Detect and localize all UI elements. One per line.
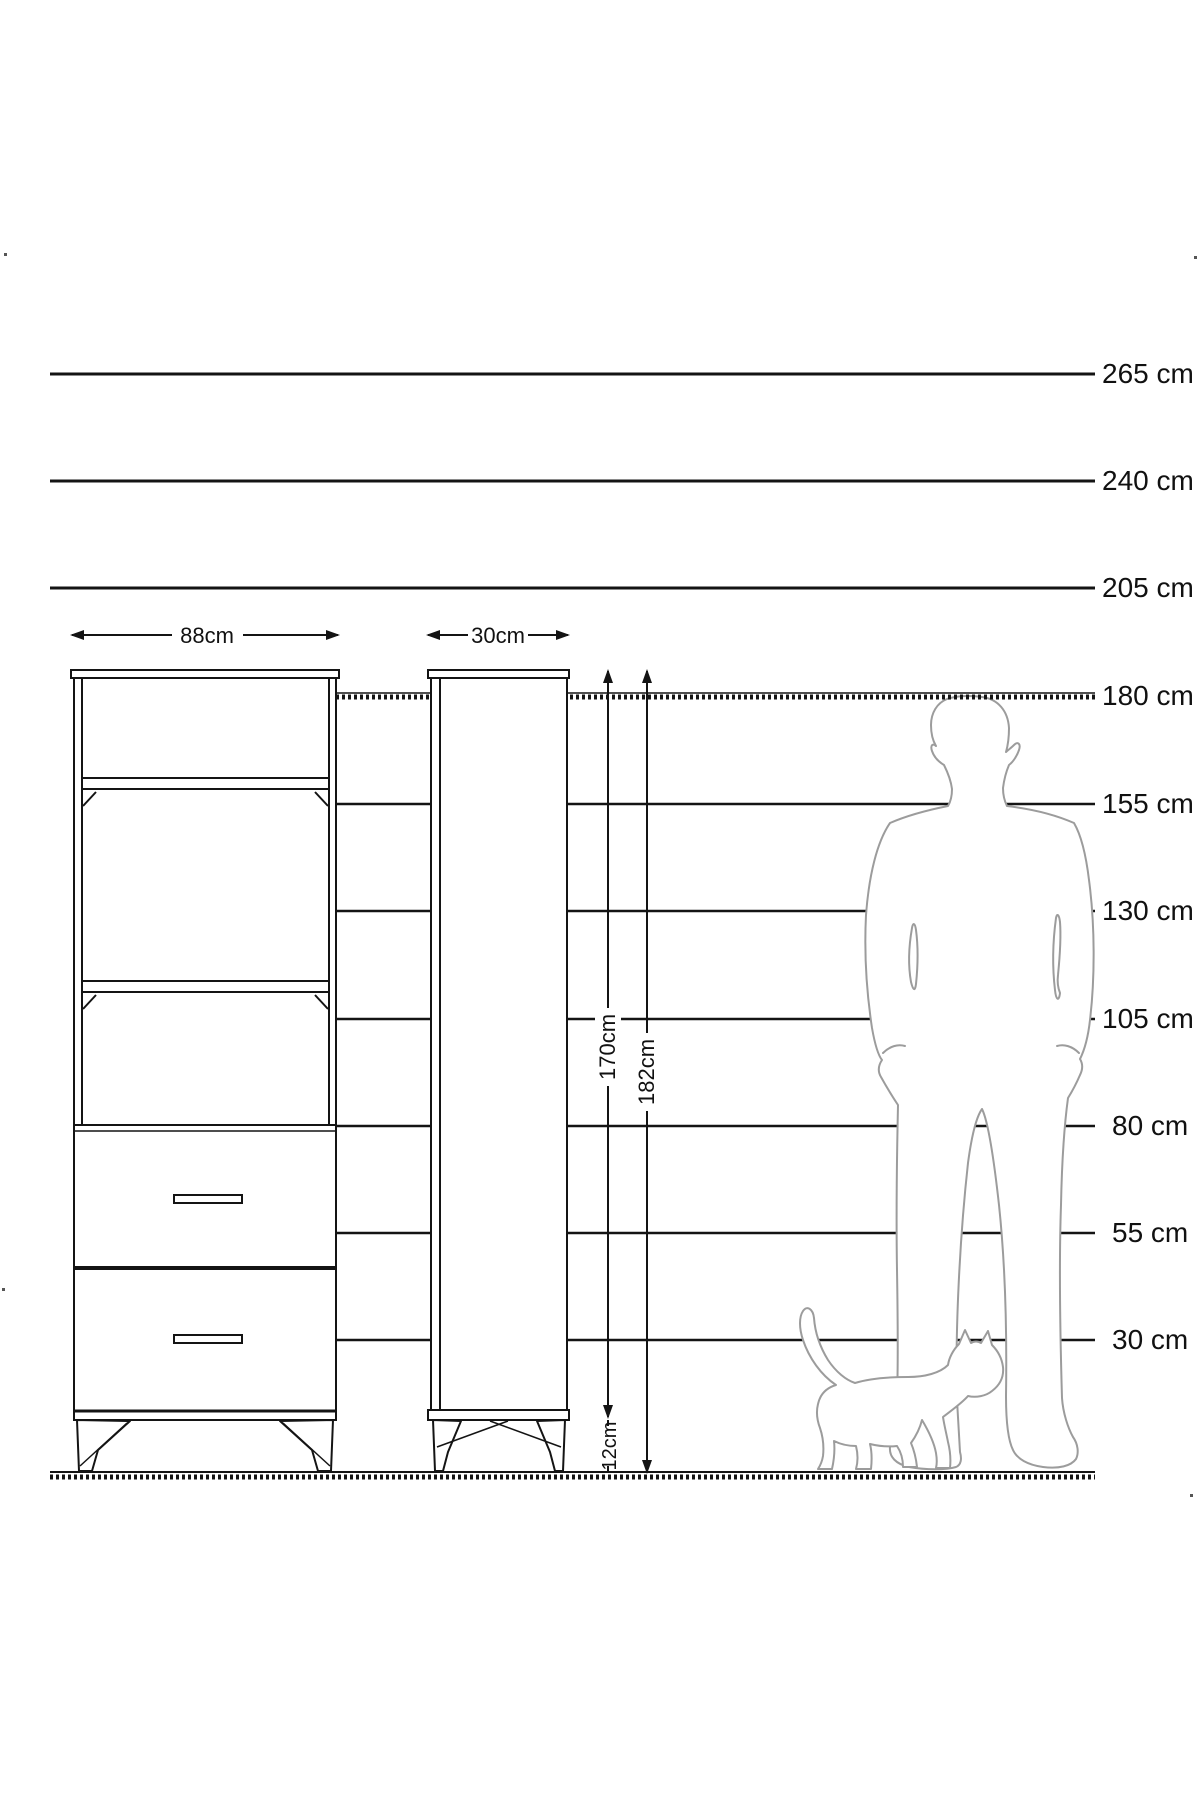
height-label-130: 130 cm [1102,895,1194,926]
corner-mark-bottom-left [2,1288,5,1291]
arrow-right-88 [326,630,340,640]
dimension-width-side [426,623,570,648]
side-carcass [431,678,567,1420]
height-label-55: 55 cm [1112,1217,1189,1248]
height-label-180: 180 cm [1102,680,1194,711]
corner-mark-top-right [1194,256,1197,259]
bookcase-front-view [71,670,339,1471]
height-label-30: 30 cm [1112,1324,1189,1355]
dimension-leg-12 [597,1422,621,1471]
bookcase-side-view [428,670,569,1471]
carcass-height-label: 170cm [595,1013,620,1081]
front-width-label: 88cm [180,623,234,648]
side-leg-left [433,1420,461,1471]
dimension-height-170 [595,1008,621,1086]
height-scale-labels [1102,358,1194,1355]
corner-mark-bottom-right [1190,1494,1193,1497]
arrow-left-30 [426,630,440,640]
arrow-up-170 [603,669,613,683]
dimension-width-front [70,623,340,648]
height-label-80: 80 cm [1112,1110,1189,1141]
side-top-panel [428,670,569,678]
side-base-panel [428,1410,569,1420]
arrow-right-30 [556,630,570,640]
dimension-height-182 [634,1033,660,1111]
side-leg-right [537,1420,565,1471]
front-shelf-1 [82,778,329,789]
height-label-105: 105 cm [1102,1003,1194,1034]
drawer-1-handle [174,1195,242,1203]
front-shelf-2 [82,981,329,992]
drawer-2-handle [174,1335,242,1343]
height-label-205: 205 cm [1102,572,1194,603]
front-top-panel [71,670,339,678]
ground-line-hatched [50,1472,1095,1477]
total-height-label: 182cm [634,1038,659,1106]
arrow-up-182 [642,669,652,683]
arrow-left-88 [70,630,84,640]
height-label-265: 265 cm [1102,358,1194,389]
arrow-down-170 [603,1405,613,1419]
man-sleeve-gap-left [909,924,917,989]
side-depth-label: 30cm [471,623,525,648]
leg-height-label: 12cm [599,1421,621,1471]
height-label-240: 240 cm [1102,465,1194,496]
corner-mark-top-left [4,253,7,256]
height-label-155: 155 cm [1102,788,1194,819]
